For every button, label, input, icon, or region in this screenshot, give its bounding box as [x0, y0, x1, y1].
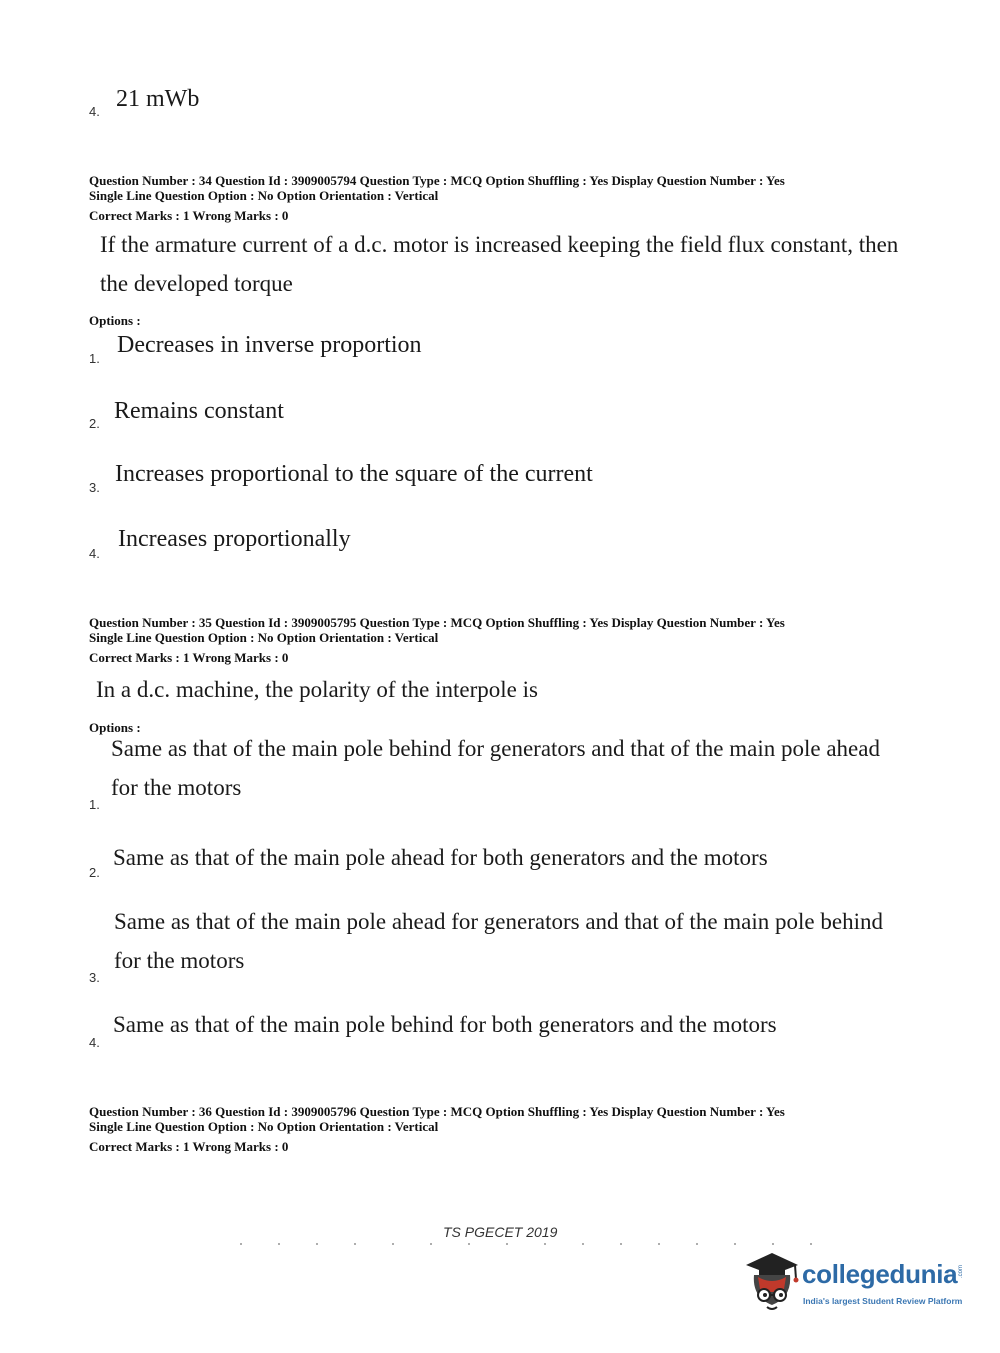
option-number: 1. [89, 351, 100, 366]
option-text-line: Same as that of the main pole ahead for both generators and the motors [113, 845, 768, 870]
logo-wordmark: collegedunia [802, 1259, 958, 1289]
option-text-line: for the motors [111, 775, 242, 800]
question-text-line: If the armature current of a d.c. motor is increased keeping the field flux constant, then [100, 232, 899, 257]
option-text: Remains constant [114, 398, 284, 424]
question-meta [89, 1105, 785, 1155]
option-number: 2. [89, 865, 100, 880]
question-meta-line: Single Line Question Option : No Option Orientation : Vertical [89, 1118, 439, 1134]
question-meta-line: Question Number : 36 Question Id : 3909005796 Question Type : MCQ Option Shuffling : Yes Display Question Number : Yes [89, 1104, 785, 1119]
option-text: Increases proportional to the square of the current [115, 461, 593, 487]
question-text-line: In a d.c. machine, the polarity of the interpole is [96, 677, 538, 702]
option-text: Increases proportionally [118, 526, 351, 552]
question-marks: Correct Marks : 1 Wrong Marks : 0 [89, 650, 289, 665]
option-text [113, 838, 768, 877]
option-number: 2. [89, 416, 100, 431]
question-meta [89, 174, 785, 224]
question-marks: Correct Marks : 1 Wrong Marks : 0 [89, 208, 289, 223]
option-text-line: Same as that of the main pole behind for both generators and the motors [113, 1012, 777, 1037]
option-text: 21 mWb [116, 86, 200, 112]
logo-tagline: India's largest Student Review Platform [803, 1296, 963, 1306]
option-number: 3. [89, 480, 100, 495]
option-text [111, 729, 880, 807]
question-meta-line: Single Line Question Option : No Option Orientation : Vertical [89, 187, 439, 203]
logo-suffix: .com [958, 1265, 964, 1279]
question-meta-line: Question Number : 35 Question Id : 3909005795 Question Type : MCQ Option Shuffling : Yes Display Question Number : Yes [89, 615, 785, 630]
option-text [113, 1005, 777, 1044]
option-number: 1. [89, 797, 100, 812]
mascot-icon [740, 1245, 802, 1313]
question-meta-line: Question Number : 34 Question Id : 3909005794 Question Type : MCQ Option Shuffling : Yes Display Question Number : Yes [89, 173, 785, 188]
question-meta [89, 616, 785, 666]
option-number: 3. [89, 970, 100, 985]
option-text-line: Same as that of the main pole ahead for generators and that of the main pole behind [114, 909, 883, 934]
question-meta-line: Single Line Question Option : No Option Orientation : Vertical [89, 629, 439, 645]
question-text-line: the developed torque [100, 271, 293, 296]
option-text-line: Same as that of the main pole behind for generators and that of the main pole ahead [111, 736, 880, 761]
option-number: 4. [89, 546, 100, 561]
option-text-line: for the motors [114, 948, 245, 973]
options-label: Options : [89, 720, 141, 735]
option-number: 4. [89, 104, 100, 119]
option-text: Decreases in inverse proportion [117, 332, 422, 358]
options-label: Options : [89, 313, 141, 328]
option-text [114, 902, 883, 980]
footer-title: TS PGECET 2019 [443, 1224, 558, 1240]
footer-divider [240, 1243, 820, 1245]
collegedunia-logo [740, 1245, 970, 1315]
question-text [100, 225, 898, 303]
question-marks: Correct Marks : 1 Wrong Marks : 0 [89, 1139, 289, 1154]
question-text [96, 670, 538, 709]
option-number: 4. [89, 1035, 100, 1050]
